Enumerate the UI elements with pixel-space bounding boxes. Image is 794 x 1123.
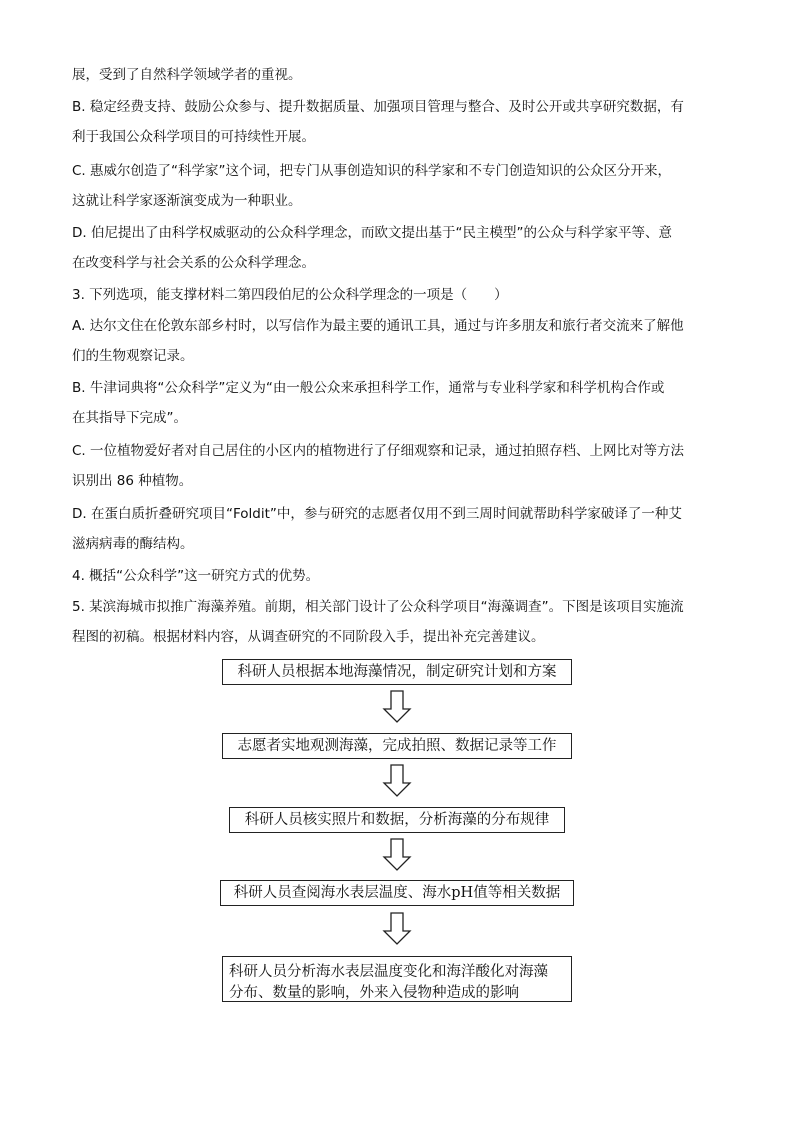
paragraph-continued <box>72 60 724 90</box>
flowchart-step-text: 志愿者实地观测海藻，完成拍照、数据记录等工作 <box>237 737 557 754</box>
flowchart-step-2 <box>222 733 572 759</box>
text-line: 们的生物观察记录。 <box>72 348 194 364</box>
flowchart-step-3 <box>229 807 565 833</box>
text-line: 滋病病毒的酶结构。 <box>72 536 194 552</box>
flowchart-step-text: 科研人员根据本地海藻情况，制定研究计划和方案 <box>237 663 557 680</box>
option-2b <box>72 92 724 152</box>
text-line: D. 在蛋白质折叠研究项目“Foldit”中，参与研究的志愿者仅用不到三周时间就帮助科学家破译了一种艾 <box>72 506 682 522</box>
down-arrow-icon <box>382 764 412 798</box>
flowchart-step-text: 科研人员分析海水表层温度变化和海洋酸化对海藻 <box>229 964 548 980</box>
down-arrow-icon <box>382 838 412 872</box>
option-2c <box>72 156 724 216</box>
flowchart-step-text: 科研人员核实照片和数据，分析海藻的分布规律 <box>244 811 550 828</box>
text-line: 在其指导下完成”。 <box>72 410 187 426</box>
down-arrow-icon <box>382 912 412 946</box>
flowchart-step-5 <box>222 956 572 1002</box>
text-line: 利于我国公众科学项目的可持续性开展。 <box>72 129 315 145</box>
text-line: 在改变科学与社会关系的公众科学理念。 <box>72 255 315 271</box>
question-3 <box>72 280 724 310</box>
text-line: C. 惠威尔创造了“科学家”这个词，把专门从事创造知识的科学家和不专门创造知识的公众区分开来， <box>72 163 671 179</box>
down-arrow-icon <box>382 690 412 724</box>
text-line: D. 伯尼提出了由科学权威驱动的公众科学理念，而欧文提出基于“民主模型”的公众与科学家平等、意 <box>72 225 672 241</box>
flowchart-step-text: 分布、数量的影响，外来入侵物种造成的影响 <box>229 985 519 1001</box>
text-line: 展，受到了自然科学领域学者的重视。 <box>72 67 302 83</box>
option-3a <box>72 311 724 371</box>
question-4 <box>72 561 724 591</box>
text-line: B. 牛津词典将“公众科学”定义为“由一般公众来承担科学工作，通常与专业科学家和科学机构合作或 <box>72 380 665 396</box>
option-3d <box>72 499 724 559</box>
text-line: 这就让科学家逐渐演变成为一种职业。 <box>72 193 302 209</box>
option-3b <box>72 373 724 433</box>
flowchart-step-1 <box>222 659 572 685</box>
option-2d <box>72 218 724 278</box>
text-line: A. 达尔文住在伦敦东部乡村时，以写信作为最主要的通讯工具，通过与许多朋友和旅行者交流来了解他 <box>72 318 684 334</box>
text-line: 4. 概括“公众科学”这一研究方式的优势。 <box>72 568 320 584</box>
question-5 <box>72 592 724 652</box>
text-line: 3. 下列选项，能支撑材料二第四段伯尼的公众科学理念的一项是（ ） <box>72 287 508 303</box>
flowchart-step-text: 科研人员查阅海水表层温度、海水pH值等相关数据 <box>233 884 561 901</box>
text-line: 程图的初稿。根据材料内容，从调查研究的不同阶段入手，提出补充完善建议。 <box>72 629 545 645</box>
text-line: 5. 某滨海城市拟推广海藻养殖。前期，相关部门设计了公众科学项目“海藻调查”。下图是该项目实施流 <box>72 599 684 615</box>
flowchart-step-4 <box>220 880 574 906</box>
text-line: C. 一位植物爱好者对自己居住的小区内的植物进行了仔细观察和记录，通过拍照存档、上网比对等方法 <box>72 443 685 459</box>
text-line: B. 稳定经费支持、鼓励公众参与、提升数据质量、加强项目管理与整合、及时公开或共享研究数据，有 <box>72 99 684 115</box>
option-3c <box>72 436 724 496</box>
text-line: 识别出 86 种植物。 <box>72 473 193 489</box>
